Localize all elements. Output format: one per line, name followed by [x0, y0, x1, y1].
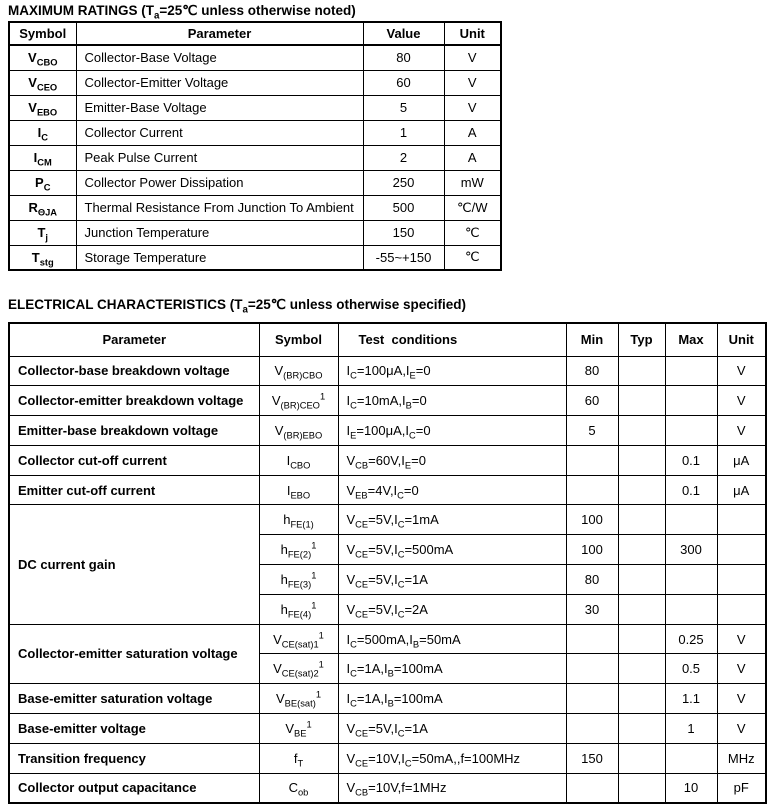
typ-cell: [618, 743, 665, 773]
table-row: [9, 120, 501, 145]
unit-cell: V: [444, 45, 501, 70]
unit-cell: V: [717, 386, 766, 416]
unit-cell: [717, 535, 766, 565]
symbol-cell: $R_{\Theta JA}$: [9, 195, 76, 220]
conditions-cell: $V_{CE}=5V,I_C=1A$: [338, 714, 566, 744]
unit-cell: V: [717, 714, 766, 744]
value-cell: 2: [363, 145, 444, 170]
min-cell: 80: [566, 356, 618, 386]
header-parameter: Parameter: [76, 22, 363, 45]
unit-cell: V: [717, 684, 766, 714]
table-row: [9, 245, 501, 270]
table-row: [9, 356, 766, 386]
symbol-cell: $h_{FE(2)}^1$: [259, 535, 338, 565]
table-row: [9, 170, 501, 195]
typ-cell: [618, 416, 665, 446]
symbol-cell: $V_{(BR)EBO}$: [259, 416, 338, 446]
symbol-cell: $f_T$: [259, 743, 338, 773]
typ-cell: [618, 773, 665, 803]
parameter-cell: Collector Current: [76, 120, 363, 145]
parameter-cell: Thermal Resistance From Junction To Ambient: [76, 195, 363, 220]
unit-cell: μA: [717, 475, 766, 505]
parameter-cell: Base-emitter voltage: [9, 714, 259, 744]
conditions-cell: $V_{CE}=5V,I_C=1mA$: [338, 505, 566, 535]
unit-cell: A: [444, 145, 501, 170]
min-cell: 100: [566, 535, 618, 565]
typ-cell: [618, 535, 665, 565]
typ-cell: [618, 505, 665, 535]
header-test-conditions: Test conditions: [338, 323, 566, 356]
typ-cell: [618, 714, 665, 744]
symbol-cell: $I_{EBO}$: [259, 475, 338, 505]
value-cell: 60: [363, 70, 444, 95]
parameter-cell: Junction Temperature: [76, 220, 363, 245]
value-cell: 250: [363, 170, 444, 195]
table-row: [9, 45, 501, 70]
typ-cell: [618, 565, 665, 595]
unit-cell: ℃: [444, 245, 501, 270]
unit-cell: [717, 565, 766, 595]
parameter-cell: Collector output capacitance: [9, 773, 259, 803]
header-parameter: Parameter: [9, 323, 259, 356]
value-cell: 80: [363, 45, 444, 70]
table-row: [9, 386, 766, 416]
parameter-cell: Collector Power Dissipation: [76, 170, 363, 195]
typ-cell: [618, 386, 665, 416]
header-value: Value: [363, 22, 444, 45]
max-ratings-header-row: [9, 22, 501, 45]
conditions-cell: $I_C=100\mu A,I_E=0$: [338, 356, 566, 386]
typ-cell: [618, 654, 665, 684]
max-ratings-table: [8, 21, 502, 271]
min-cell: 80: [566, 565, 618, 595]
symbol-cell: $V_{CE(sat)1}^1$: [259, 624, 338, 654]
unit-cell: V: [444, 70, 501, 95]
symbol-cell: $h_{FE(1)}$: [259, 505, 338, 535]
conditions-cell: $I_E=100\mu A,I_C=0$: [338, 416, 566, 446]
symbol-cell: $V_{(BR)CBO}$: [259, 356, 338, 386]
parameter-cell: Collector-emitter breakdown voltage: [9, 386, 259, 416]
conditions-cell: $V_{CB}=10V,f=1MHz$: [338, 773, 566, 803]
max-cell: 0.1: [665, 445, 717, 475]
max-cell: [665, 356, 717, 386]
header-unit: Unit: [717, 323, 766, 356]
max-cell: 300: [665, 535, 717, 565]
symbol-cell: $P_C$: [9, 170, 76, 195]
symbol-cell: $h_{FE(3)}^1$: [259, 565, 338, 595]
conditions-cell: $V_{CB}=60V,I_E=0$: [338, 445, 566, 475]
conditions-cell: $V_{CE}=10V,I_C=50mA,,f=100MHz$: [338, 743, 566, 773]
symbol-cell: $V_{CEO}$: [9, 70, 76, 95]
max-cell: [665, 743, 717, 773]
typ-cell: [618, 594, 665, 624]
table-row: [9, 145, 501, 170]
max-cell: [665, 386, 717, 416]
conditions-cell: $I_C=500mA,I_B=50mA$: [338, 624, 566, 654]
symbol-cell: $C_{ob}$: [259, 773, 338, 803]
table-row: [9, 70, 501, 95]
table-row: [9, 95, 501, 120]
table-row: [9, 195, 501, 220]
min-cell: [566, 624, 618, 654]
min-cell: 30: [566, 594, 618, 624]
unit-cell: μA: [717, 445, 766, 475]
table-row: [9, 684, 766, 714]
table-row: [9, 220, 501, 245]
symbol-cell: $V_{CBO}$: [9, 45, 76, 70]
conditions-cell: $V_{CE}=5V,I_C=1A$: [338, 565, 566, 595]
parameter-cell: Collector-Emitter Voltage: [76, 70, 363, 95]
parameter-cell: Base-emitter saturation voltage: [9, 684, 259, 714]
parameter-cell: Emitter-Base Voltage: [76, 95, 363, 120]
table-row: [9, 743, 766, 773]
parameter-cell: Collector-base breakdown voltage: [9, 356, 259, 386]
max-cell: [665, 565, 717, 595]
header-min: Min: [566, 323, 618, 356]
typ-cell: [618, 356, 665, 386]
parameter-cell: Storage Temperature: [76, 245, 363, 270]
unit-cell: MHz: [717, 743, 766, 773]
parameter-cell: Transition frequency: [9, 743, 259, 773]
unit-cell: A: [444, 120, 501, 145]
conditions-cell: $I_C=10mA,I_B=0$: [338, 386, 566, 416]
max-ratings-title: MAXIMUM RATINGS ($T_a=25℃$ unless otherwise noted): [8, 3, 356, 22]
max-cell: 10: [665, 773, 717, 803]
electrical-characteristics-title: ELECTRICAL CHARACTERISTICS ($T_a=25℃$ unless otherwise specified): [8, 297, 467, 316]
table-row: [9, 505, 766, 535]
max-cell: 0.5: [665, 654, 717, 684]
min-cell: [566, 714, 618, 744]
min-cell: [566, 684, 618, 714]
unit-cell: V: [717, 356, 766, 386]
table-row: [9, 624, 766, 654]
header-unit: Unit: [444, 22, 501, 45]
unit-cell: V: [717, 416, 766, 446]
symbol-cell: $V_{(BR)CEO}^1$: [259, 386, 338, 416]
min-cell: 5: [566, 416, 618, 446]
header-symbol: Symbol: [259, 323, 338, 356]
parameter-cell: Emitter-base breakdown voltage: [9, 416, 259, 446]
max-cell: [665, 505, 717, 535]
table-row: [9, 445, 766, 475]
min-cell: [566, 445, 618, 475]
symbol-cell: $I_{CM}$: [9, 145, 76, 170]
typ-cell: [618, 624, 665, 654]
symbol-cell: $V_{BE}^1$: [259, 714, 338, 744]
unit-cell: [717, 594, 766, 624]
value-cell: 500: [363, 195, 444, 220]
conditions-cell: $I_C=1A,I_B=100mA$: [338, 684, 566, 714]
electrical-header-row: [9, 323, 766, 356]
symbol-cell: $T_{stg}$: [9, 245, 76, 270]
symbol-cell: $V_{CE(sat)2}^1$: [259, 654, 338, 684]
header-typ: Typ: [618, 323, 665, 356]
min-cell: [566, 654, 618, 684]
table-row: [9, 714, 766, 744]
table-row: [9, 773, 766, 803]
symbol-cell: $V_{BE(sat)}^1$: [259, 684, 338, 714]
symbol-cell: $h_{FE(4)}^1$: [259, 594, 338, 624]
header-symbol: Symbol: [9, 22, 76, 45]
conditions-cell: $V_{CE}=5V,I_C=500mA$: [338, 535, 566, 565]
parameter-cell: Emitter cut-off current: [9, 475, 259, 505]
header-max: Max: [665, 323, 717, 356]
symbol-cell: $T_j$: [9, 220, 76, 245]
max-cell: 1.1: [665, 684, 717, 714]
conditions-cell: $V_{CE}=5V,I_C=2A$: [338, 594, 566, 624]
parameter-cell: Peak Pulse Current: [76, 145, 363, 170]
parameter-cell: Collector-emitter saturation voltage: [9, 624, 259, 684]
min-cell: [566, 773, 618, 803]
value-cell: 150: [363, 220, 444, 245]
unit-cell: V: [717, 624, 766, 654]
value-cell: 1: [363, 120, 444, 145]
parameter-cell: Collector-Base Voltage: [76, 45, 363, 70]
table-row: [9, 416, 766, 446]
conditions-cell: $I_C=1A,I_B=100mA$: [338, 654, 566, 684]
max-cell: 1: [665, 714, 717, 744]
unit-cell: V: [444, 95, 501, 120]
unit-cell: ℃: [444, 220, 501, 245]
parameter-cell: DC current gain: [9, 505, 259, 624]
max-cell: [665, 594, 717, 624]
unit-cell: ℃/W: [444, 195, 501, 220]
unit-cell: mW: [444, 170, 501, 195]
unit-cell: [717, 505, 766, 535]
typ-cell: [618, 475, 665, 505]
conditions-cell: $V_{EB}=4V,I_C=0$: [338, 475, 566, 505]
table-row: [9, 475, 766, 505]
symbol-cell: $I_{CBO}$: [259, 445, 338, 475]
max-cell: 0.25: [665, 624, 717, 654]
min-cell: [566, 475, 618, 505]
min-cell: 100: [566, 505, 618, 535]
max-cell: 0.1: [665, 475, 717, 505]
typ-cell: [618, 684, 665, 714]
parameter-cell: Collector cut-off current: [9, 445, 259, 475]
min-cell: 150: [566, 743, 618, 773]
max-cell: [665, 416, 717, 446]
unit-cell: V: [717, 654, 766, 684]
value-cell: -55~+150: [363, 245, 444, 270]
typ-cell: [618, 445, 665, 475]
symbol-cell: $V_{EBO}$: [9, 95, 76, 120]
electrical-characteristics-table: [8, 322, 767, 804]
min-cell: 60: [566, 386, 618, 416]
value-cell: 5: [363, 95, 444, 120]
unit-cell: pF: [717, 773, 766, 803]
symbol-cell: $I_C$: [9, 120, 76, 145]
